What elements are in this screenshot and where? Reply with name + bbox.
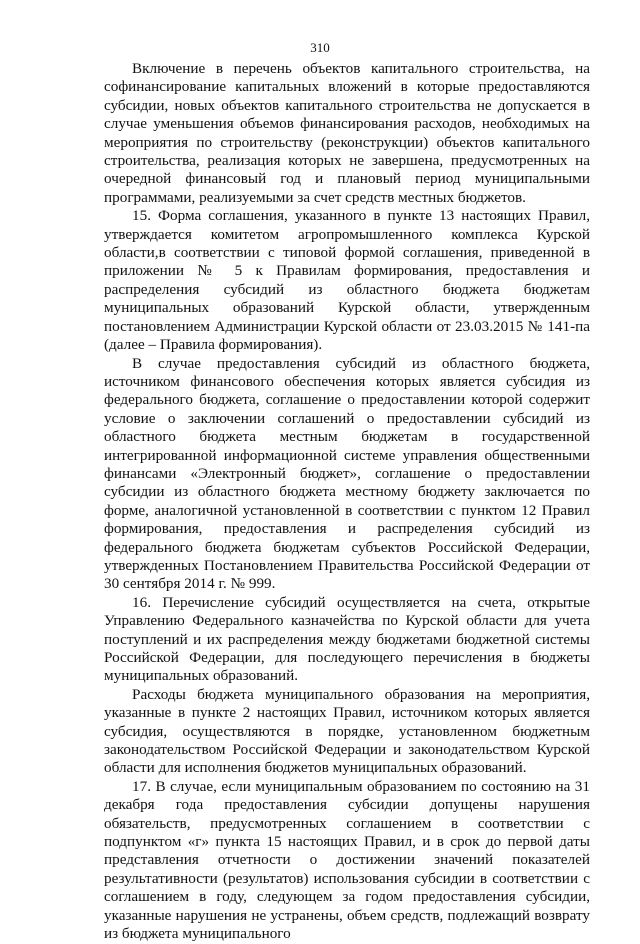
- paragraph-clause-15: 15. Форма соглашения, указанного в пункте 13 настоящих Правил, утверждается комитетом агропромышленного комплекса Курской области,в соответствии с типовой формой соглашения, приведенной в приложении № 5 к Правилам формирования, предоставления и распределения субсидий из областного бюджета бюджетам муниципальных образований Курской области, утвержденным постановлением Администрации Курской области от 23.03.2015 № 141-па (далее – Правила формирования).: [104, 207, 590, 354]
- paragraph-clause-17: 17. В случае, если муниципальным образованием по состоянию на 31 декабря года предоставления субсидии допущены нарушения обязательств, предусмотренных соглашением в соответствии с подпунктом «г» пункта 15 настоящих Правил, и в срок до первой даты представления отчетности о достижении значений показателей результативности (результатов) использования субсидии в соответствии с соглашением в году, следующем за годом предоставления субсидии, указанные нарушения не устранены, объем средств, подлежащий возврату из бюджета муниципального: [104, 777, 590, 943]
- paragraph-clause-16: 16. Перечисление субсидий осуществляется на счета, открытые Управлению Федерального казначейства по Курской области для учета поступлений и их распределения между бюджетами бюджетной системы Российской Федерации, для последующего перечисления в бюджеты муниципальных образований.: [104, 593, 590, 685]
- paragraph-federal-subsidy: В случае предоставления субсидий из областного бюджета, источником финансового обеспечения которых является субсидия из федерального бюджета, соглашение о предоставлении которой содержит условие о заключении соглашений о предоставлении субсидий из областного бюджета местным бюджетам в государственной интегрированной информационной системе управления общественными финансами «Электронный бюджет», соглашение о предоставлении субсидии из областного бюджета местному бюджету заключается по форме, аналогичной установленной в соответствии с пунктом 12 Правил формирования, предоставления и распределения субсидий из федерального бюджета бюджетам субъектов Российской Федерации, утвержденных Постановлением Правительства Российской Федерации от 30 сентября 2014 г. № 999.: [104, 354, 590, 593]
- paragraph-municipal-expenses: Расходы бюджета муниципального образования на мероприятия, указанные в пункте 2 настоящих Правил, источником которых является субсидия, осуществляются в порядке, установленном бюджетным законодательством Российской Федерации и законодательством Курской области для исполнения бюджетов муниципальных образований.: [104, 685, 590, 777]
- document-body: [104, 60, 590, 944]
- paragraph-capital-construction: Включение в перечень объектов капитального строительства, на софинансирование капитальных вложений в которые предоставляются субсидии, новых объектов капитального строительства не допускается в случае уменьшения объемов финансирования расходов, необходимых на мероприятия по строительству (реконструкции) объектов капитального строительства, реализация которых не завершена, предусмотренных на очередной финансовый год и плановый период муниципальными программами, реализуемыми за счет средств местных бюджетов.: [104, 60, 590, 206]
- page-number: 310: [310, 40, 330, 55]
